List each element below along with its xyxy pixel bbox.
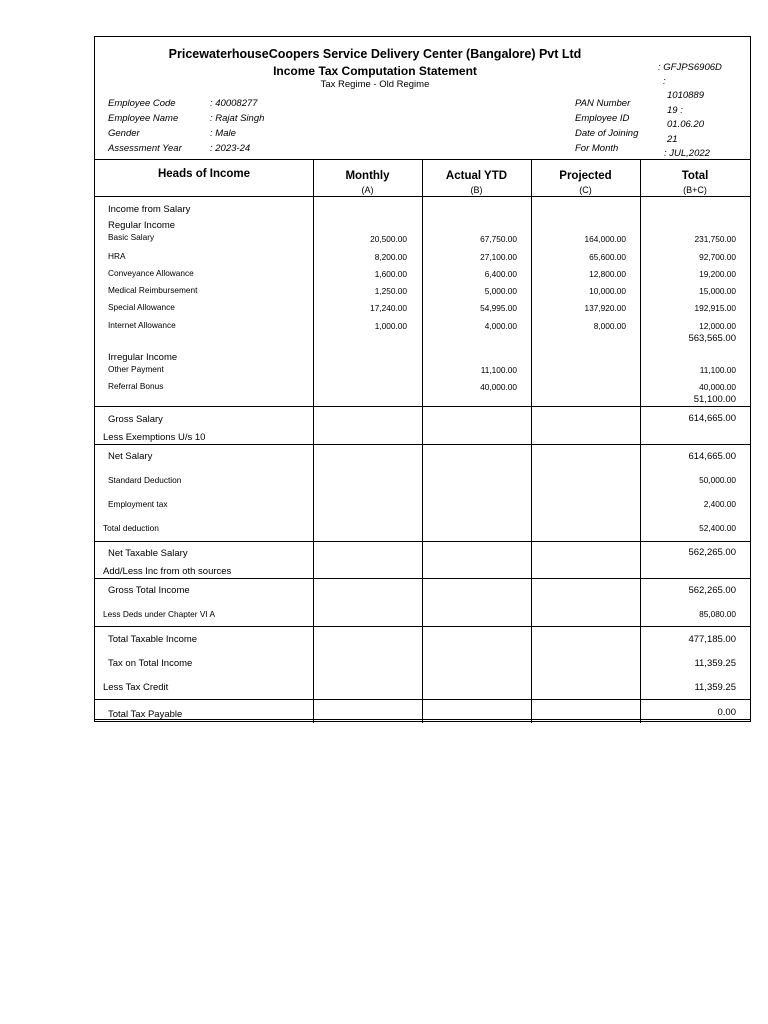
tax-credit-divider — [95, 699, 750, 700]
less-tax-credit-label: Less Tax Credit — [103, 682, 169, 693]
chapter-via-value: 85,080.00 — [699, 609, 736, 619]
income-from-salary-label: Income from Salary — [108, 204, 191, 215]
tax-on-total-income-label: Tax on Total Income — [108, 658, 193, 669]
medical-monthly: 1,250.00 — [374, 286, 407, 296]
gross-total-income-label: Gross Total Income — [108, 585, 190, 596]
col-monthly-sub: (A) — [361, 185, 374, 195]
other-sources-divider — [95, 578, 750, 579]
value-separator: : — [663, 76, 666, 87]
salary-divider — [95, 406, 750, 407]
conveyance-monthly: 1,600.00 — [374, 269, 407, 279]
row-label-medical: Medical Reimbursement — [108, 285, 198, 295]
internet-allowance-projected: 8,000.00 — [593, 321, 626, 331]
exemptions-divider — [95, 444, 750, 445]
medical-ytd: 5,000.00 — [484, 286, 517, 296]
date-of-joining-label: Date of Joining — [575, 128, 639, 139]
employee-name-value: : Rajat Singh — [210, 113, 265, 124]
net-taxable-salary-label: Net Taxable Salary — [108, 548, 188, 559]
gross-salary-value: 614,665.00 — [688, 413, 736, 424]
hra-monthly: 8,200.00 — [374, 252, 407, 262]
col-actual-ytd-sub: (B) — [470, 185, 483, 195]
other-payment-total: 11,100.00 — [699, 365, 736, 375]
employee-code-label: Employee Code — [108, 98, 176, 109]
col-actual-ytd: Actual YTD — [445, 170, 508, 182]
deduction-divider — [95, 541, 750, 542]
standard-deduction-value: 50,000.00 — [699, 475, 736, 485]
medical-projected: 10,000.00 — [589, 286, 626, 296]
statement-title: Income Tax Computation Statement — [273, 64, 477, 78]
col-total: Total — [681, 170, 709, 182]
row-label-other-payment: Other Payment — [108, 364, 164, 374]
basic-salary-ytd: 67,750.00 — [480, 234, 517, 244]
gender-label: Gender — [108, 128, 140, 139]
gross-total-income-value: 562,265.00 — [688, 585, 736, 596]
employee-id-value: 1010889 — [667, 90, 704, 101]
bottom-inner-line — [95, 719, 750, 720]
internet-allowance-monthly: 1,000.00 — [374, 321, 407, 331]
row-label-internet-allowance: Internet Allowance — [108, 320, 176, 330]
other-payment-ytd: 11,100.00 — [480, 365, 517, 375]
total-deduction-value: 52,400.00 — [699, 523, 736, 533]
employment-tax-value: 2,400.00 — [703, 499, 736, 509]
net-salary-value: 614,665.00 — [688, 451, 736, 462]
irregular-income-label: Irregular Income — [108, 352, 178, 363]
col-monthly: Monthly — [345, 170, 390, 182]
internet-allowance-ytd: 4,000.00 — [484, 321, 517, 331]
referral-bonus-ytd: 40,000.00 — [480, 382, 517, 392]
regular-income-label: Regular Income — [108, 220, 176, 231]
conveyance-ytd: 6,400.00 — [484, 269, 517, 279]
col-projected: Projected — [559, 170, 612, 182]
hra-ytd: 27,100.00 — [480, 252, 517, 262]
pan-number-value: : GFJPS6906D — [658, 62, 722, 73]
row-label-referral-bonus: Referral Bonus — [108, 381, 164, 391]
column-header-divider — [95, 196, 750, 197]
less-exemptions-label: Less Exemptions U/s 10 — [103, 432, 206, 443]
tax-statement-sheet — [94, 36, 751, 722]
special-allowance-ytd: 54,995.00 — [480, 303, 517, 313]
chapter-via-divider — [95, 626, 750, 627]
special-allowance-total: 192,915.00 — [694, 303, 736, 313]
referral-bonus-total: 40,000.00 — [699, 382, 736, 392]
assessment-year-value: : 2023-24 — [210, 143, 251, 154]
employee-name-label: Employee Name — [108, 113, 179, 124]
date-of-joining-value: 01.06.20 — [667, 119, 704, 130]
net-taxable-salary-value: 562,265.00 — [688, 547, 736, 558]
col-projected-sub: (C) — [579, 185, 592, 195]
regular-income-total: 563,565.00 — [688, 333, 736, 344]
total-taxable-income-label: Total Taxable Income — [108, 634, 198, 645]
employee-id-label: Employee ID — [575, 113, 630, 124]
row-label-basic-salary: Basic Salary — [108, 232, 155, 242]
hra-projected: 65,600.00 — [589, 252, 626, 262]
internet-allowance-total: 12,000.00 — [699, 321, 736, 331]
medical-total: 15,000.00 — [699, 286, 736, 296]
company-name: PricewaterhouseCoopers Service Delivery Center (Bangalore) Pvt Ltd — [168, 47, 582, 61]
conveyance-projected: 12,800.00 — [589, 269, 626, 279]
gender-value: : Male — [210, 128, 236, 139]
row-label-special-allowance: Special Allowance — [108, 302, 175, 312]
net-salary-label: Net Salary — [108, 451, 153, 462]
employment-tax-label: Employment tax — [108, 499, 168, 509]
other-sources-label: Add/Less Inc from oth sources — [103, 566, 232, 577]
pan-number-label: PAN Number — [575, 98, 631, 109]
row-label-hra: HRA — [108, 251, 126, 261]
tax-regime: Tax Regime - Old Regime — [320, 79, 430, 90]
hra-total: 92,700.00 — [699, 252, 736, 262]
irregular-income-total: 51,100.00 — [693, 394, 736, 405]
date-of-joining-day: 19 : — [667, 105, 683, 116]
col-heads-of-income: Heads of Income — [157, 168, 251, 180]
tax-on-total-income-value: 11,359.25 — [694, 658, 736, 669]
total-tax-payable-label: Total Tax Payable — [108, 709, 183, 720]
gross-salary-label: Gross Salary — [108, 414, 163, 425]
basic-salary-projected: 164,000.00 — [584, 234, 626, 244]
chapter-via-label: Less Deds under Chapter VI A — [103, 609, 216, 619]
standard-deduction-label: Standard Deduction — [108, 475, 182, 485]
total-taxable-income-value: 477,185.00 — [688, 634, 736, 645]
less-tax-credit-value: 11,359.25 — [694, 682, 736, 693]
special-allowance-projected: 137,920.00 — [584, 303, 626, 313]
row-label-conveyance: Conveyance Allowance — [108, 268, 194, 278]
basic-salary-monthly: 20,500.00 — [370, 234, 407, 244]
date-of-joining-year: 21 — [667, 134, 678, 145]
assessment-year-label: Assessment Year — [108, 143, 182, 154]
special-allowance-monthly: 17,240.00 — [370, 303, 407, 313]
total-deduction-label: Total deduction — [103, 523, 159, 533]
total-tax-payable-value: 0.00 — [717, 707, 736, 718]
basic-salary-total: 231,750.00 — [694, 234, 736, 244]
conveyance-total: 19,200.00 — [699, 269, 736, 279]
employee-code-value: : 40008277 — [210, 98, 258, 109]
for-month-label: For Month — [575, 143, 619, 154]
for-month-value: : JUL,2022 — [664, 148, 710, 159]
col-total-sub: (B+C) — [683, 185, 707, 195]
